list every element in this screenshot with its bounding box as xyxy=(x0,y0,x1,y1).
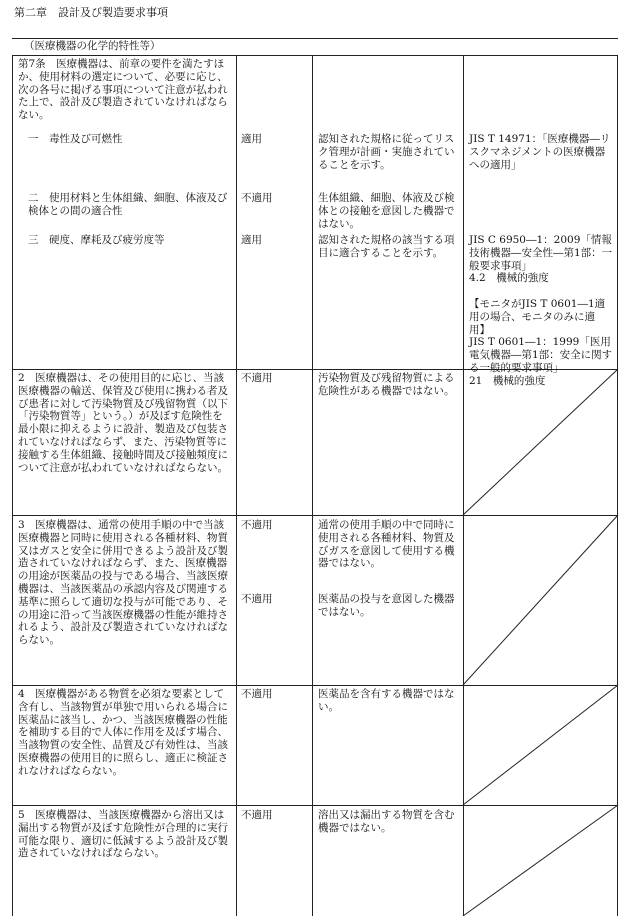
item-3-applicability: 適用 xyxy=(241,234,262,246)
item-1-applicability: 適用 xyxy=(241,133,262,145)
item-2-applicability: 不適用 xyxy=(241,192,273,204)
item-2-label: 二 使用材料と生体組織、細胞、体液及び検体との間の適合性 xyxy=(28,192,228,217)
table-border-top xyxy=(12,38,618,39)
clause-3-applicability-2: 不適用 xyxy=(241,593,273,605)
item-3-label: 三 硬度、摩耗及び疲労度等 xyxy=(28,234,165,246)
chapter-title: 第二章 設計及び製造要求事項 xyxy=(14,6,168,19)
item-3-standards: JIS C 6950―1：2009「情報技術機器―安全性―第1部：一般要求事項」 4.2 機械的強度 【モニタがJIS T 0601―1適用の場合、モニタのみに適用】 JIS T 0601―1：1999「医用電気機器―第1部：安全に関する一般的要求事項」 21 機械的強度 xyxy=(469,234,613,387)
column-divider xyxy=(236,55,237,916)
requirements-table xyxy=(12,38,618,916)
clause-3-text: 3 医療機器は、通常の使用手順の中で当該医療機器と同時に使用される各種材料、物質又はガスと安全に併用できるよう設計及び製造されていなければならず、また、医療機器の用途が医薬品の投与である場合、当該医療機器は、当該医薬品の承認内容及び関連する基準に照らして適切な投与が可能であり、その用途に沿って当該医療機器の性能が維持されるよう、設計及び製造されていなければならない。 xyxy=(18,519,228,647)
clause-2-text: 2 医療機器は、その使用目的に応じ、当該医療機器の輸送、保管及び使用に携わる者及び患者に対して汚染物質及び残留物質（以下「汚染物質等」という。）が及ぼす危険性を最小限に抑えるように設計、製造及び包装されていなければならず、また、汚染物質等に接触する生体組織、接触時間及び接触頻度について注意が払われていなければならない。 xyxy=(18,372,228,474)
not-applicable-slash xyxy=(463,369,618,515)
table-border-left xyxy=(12,55,13,916)
clause-3-method-2: 医薬品の投与を意図した機器ではない。 xyxy=(318,593,455,618)
item-1-label: 一 毒性及び可燃性 xyxy=(28,133,123,145)
item-3-method: 認知された規格の該当する項目に適合することを示す。 xyxy=(318,234,455,259)
clause-5-method: 溶出又は漏出する物質を含む機器ではない。 xyxy=(318,809,455,834)
section-title: （医療機器の化学的特性等） xyxy=(24,40,161,52)
item-1-method: 認知された規格に従ってリスク管理が計画・実施されていることを示す。 xyxy=(318,133,455,171)
clause-5-text: 5 医療機器は、当該医療機器から溶出又は漏出する物質が及ぼす危険性が合理的に実行可能な限り、適切に低減するよう設計及び製造されていなければならない。 xyxy=(18,809,228,860)
clause-3-method-1: 通常の使用手順の中で同時に使用される各種材料、物質及びガスを意図して使用する機器ではない。 xyxy=(318,519,455,570)
clause-4-applicability: 不適用 xyxy=(241,688,273,700)
clause-4-method: 医薬品を含有する機器ではない。 xyxy=(318,688,455,713)
row-divider xyxy=(12,55,618,56)
clause-5-applicability: 不適用 xyxy=(241,809,273,821)
column-divider xyxy=(312,55,313,916)
item-1-standards: JIS T 14971：「医療機器―リスクマネジメントの医療機器への適用」 xyxy=(469,133,611,171)
item-2-method: 生体組織、細胞、体液及び検体との接触を意図した機器ではない。 xyxy=(318,192,455,230)
not-applicable-slash xyxy=(463,685,618,805)
article-7-text: 第7条 医療機器は、前章の要件を満たすほか、使用材料の選定について、必要に応じ、次の各号に掲げる事項について注意が払われた上で、設計及び製造されていなければならない。 xyxy=(18,58,228,122)
clause-2-applicability: 不適用 xyxy=(241,372,273,384)
clause-2-method: 汚染物質及び残留物質による危険性がある機器ではない。 xyxy=(318,372,455,397)
clause-4-text: 4 医療機器がある物質を必須な要素として含有し、当該物質が単独で用いられる場合に医薬品に該当し、かつ、当該医療機器の性能を補助する目的で人体に作用を及ぼす場合、当該物質の安全性、品質及び有効性は、当該医療機器の使用目的に照らし、適正に検証されなければならない。 xyxy=(18,688,228,777)
not-applicable-slash xyxy=(463,515,618,685)
clause-3-applicability-1: 不適用 xyxy=(241,519,273,531)
not-applicable-slash xyxy=(463,805,618,916)
